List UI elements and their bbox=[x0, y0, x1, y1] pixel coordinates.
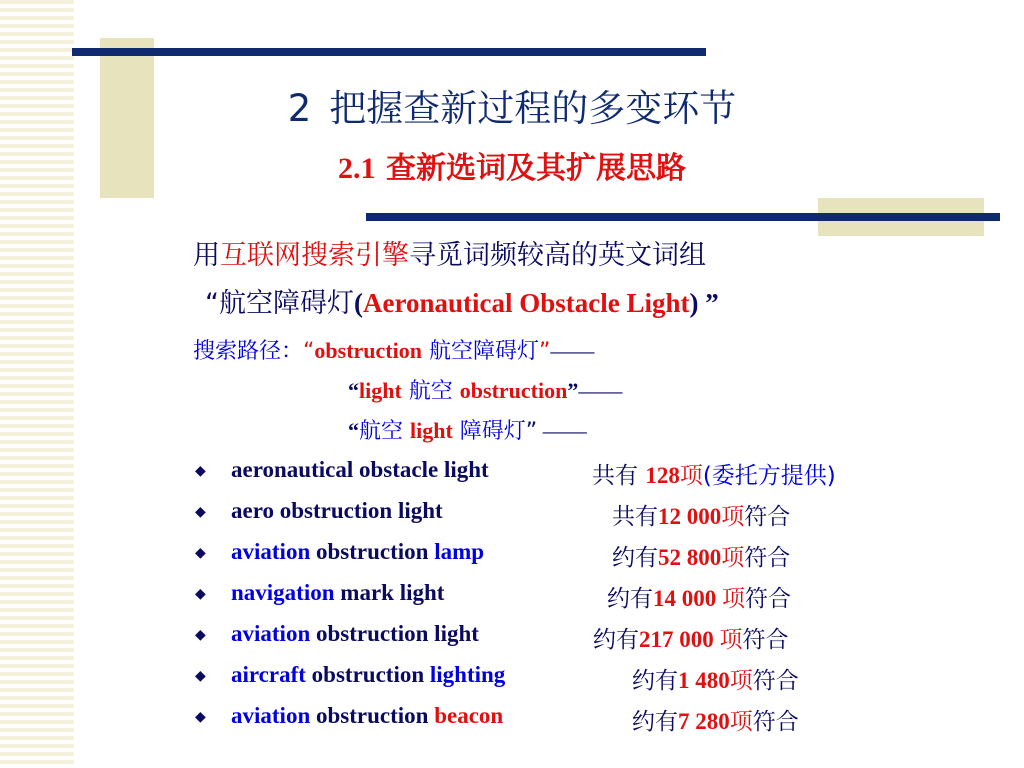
q2-en2: obstruction bbox=[459, 378, 568, 403]
search-path-line-2 bbox=[348, 374, 622, 405]
result-term: navigation bbox=[231, 580, 335, 605]
subtitle-number: 2.1 bbox=[338, 152, 376, 185]
result-term: mark light bbox=[334, 580, 445, 605]
diamond-bullet-icon: ◆ bbox=[195, 710, 206, 726]
result-item bbox=[195, 662, 505, 688]
intro-post: 寻觅词频较高的英文词组 bbox=[409, 240, 706, 271]
result-count bbox=[592, 457, 836, 490]
q3-cn2: 障碍灯 bbox=[452, 419, 526, 444]
q2-cn: 航空 bbox=[401, 379, 460, 404]
count-prefix: 约有 bbox=[632, 668, 678, 694]
count-value: 52 800 bbox=[658, 545, 722, 570]
count-suffix: 符合 bbox=[752, 709, 799, 735]
search-path-label: 搜索路径： bbox=[193, 339, 304, 364]
count-prefix: 约有 bbox=[593, 627, 639, 653]
q1-cn: 航空障碍灯 bbox=[421, 339, 539, 364]
count-prefix: 约有 bbox=[612, 545, 658, 571]
result-term: obstruction bbox=[305, 662, 430, 687]
diamond-bullet-icon: ◆ bbox=[195, 587, 206, 603]
phrase-paren-open: ( bbox=[354, 288, 363, 318]
slide-title bbox=[0, 78, 1024, 132]
phrase-paren-close: ) ” bbox=[689, 288, 719, 318]
result-term: obstruction bbox=[310, 539, 435, 564]
result-count bbox=[632, 703, 799, 736]
q1-en: obstruction bbox=[314, 338, 422, 363]
q1-dash: —— bbox=[550, 338, 595, 363]
search-path-line-3 bbox=[348, 414, 587, 445]
count-unit: 项 bbox=[722, 586, 745, 612]
count-unit: 项 bbox=[679, 463, 703, 489]
count-unit: 项 bbox=[721, 545, 745, 571]
mid-rule bbox=[366, 213, 1000, 221]
count-prefix: 共有 bbox=[592, 463, 646, 489]
count-unit: 项 bbox=[729, 709, 753, 735]
result-count bbox=[612, 539, 790, 572]
result-count bbox=[593, 621, 789, 654]
count-unit: 项 bbox=[719, 627, 743, 653]
count-prefix: 约有 bbox=[632, 709, 678, 735]
count-value: 14 000 bbox=[653, 586, 722, 611]
count-suffix: 符合 bbox=[745, 586, 791, 612]
q2-en1: light bbox=[359, 378, 402, 403]
result-count bbox=[612, 498, 790, 531]
top-rule bbox=[72, 48, 706, 56]
result-term: lamp bbox=[434, 539, 485, 564]
intro-highlight: 互联网搜索引擎 bbox=[220, 240, 409, 271]
result-term: aero obstruction light bbox=[231, 498, 443, 523]
intro-pre: 用 bbox=[193, 240, 220, 271]
diamond-bullet-icon: ◆ bbox=[195, 505, 206, 521]
count-suffix: 符合 bbox=[744, 504, 791, 530]
count-suffix: (委托方提供) bbox=[702, 463, 836, 489]
intro-line bbox=[193, 233, 706, 272]
diamond-bullet-icon: ◆ bbox=[195, 464, 206, 480]
result-count bbox=[607, 580, 791, 613]
title-text: 把握查新过程的多变环节 bbox=[329, 87, 737, 130]
q2-dash: —— bbox=[578, 378, 623, 403]
phrase-open: “ bbox=[205, 288, 219, 319]
count-suffix: 符合 bbox=[742, 627, 789, 653]
result-item bbox=[195, 498, 443, 524]
diamond-bullet-icon: ◆ bbox=[195, 628, 206, 644]
q3-en: light bbox=[410, 418, 453, 443]
count-value: 1 480 bbox=[678, 668, 730, 693]
count-suffix: 符合 bbox=[744, 545, 791, 571]
diamond-bullet-icon: ◆ bbox=[195, 669, 206, 685]
q1-close: ” bbox=[538, 339, 551, 364]
phrase-en: Aeronautical Obstacle Light bbox=[363, 288, 690, 318]
result-item bbox=[195, 457, 489, 483]
count-value: 12 000 bbox=[658, 504, 722, 529]
diamond-bullet-icon: ◆ bbox=[195, 546, 206, 562]
q3-close: ” bbox=[525, 419, 538, 444]
q1-open: “ bbox=[303, 339, 315, 364]
count-value: 7 280 bbox=[678, 709, 730, 734]
result-term: aeronautical obstacle light bbox=[231, 457, 489, 482]
q3-cn1: 航空 bbox=[359, 419, 410, 444]
slide-subtitle bbox=[0, 143, 1024, 187]
subtitle-text: 查新选词及其扩展思路 bbox=[385, 151, 686, 186]
count-unit: 项 bbox=[729, 668, 753, 694]
q3-open: “ bbox=[348, 418, 359, 443]
result-term: obstruction light bbox=[310, 621, 479, 646]
result-term: beacon bbox=[434, 703, 504, 728]
count-unit: 项 bbox=[721, 504, 745, 530]
result-item bbox=[195, 539, 484, 565]
result-item bbox=[195, 703, 503, 729]
title-number: 2 bbox=[287, 87, 312, 130]
result-item bbox=[195, 580, 444, 606]
result-term: aviation bbox=[231, 539, 311, 564]
phrase-cn: 航空障碍灯 bbox=[219, 288, 354, 319]
count-prefix: 约有 bbox=[607, 586, 653, 612]
q2-open: “ bbox=[348, 378, 359, 403]
result-term: aviation bbox=[231, 621, 311, 646]
result-item bbox=[195, 621, 479, 647]
result-count bbox=[632, 662, 799, 695]
q2-close: ” bbox=[567, 378, 579, 403]
result-term: obstruction bbox=[310, 703, 435, 728]
count-value: 128 bbox=[645, 463, 680, 488]
result-term: lighting bbox=[429, 662, 506, 687]
count-prefix: 共有 bbox=[612, 504, 658, 530]
q3-dash: —— bbox=[537, 418, 587, 443]
phrase-line bbox=[205, 281, 719, 320]
result-term: aircraft bbox=[231, 662, 306, 687]
result-term: aviation bbox=[231, 703, 311, 728]
count-suffix: 符合 bbox=[752, 668, 799, 694]
search-path-line-1 bbox=[193, 334, 594, 365]
count-value: 217 000 bbox=[639, 627, 720, 652]
